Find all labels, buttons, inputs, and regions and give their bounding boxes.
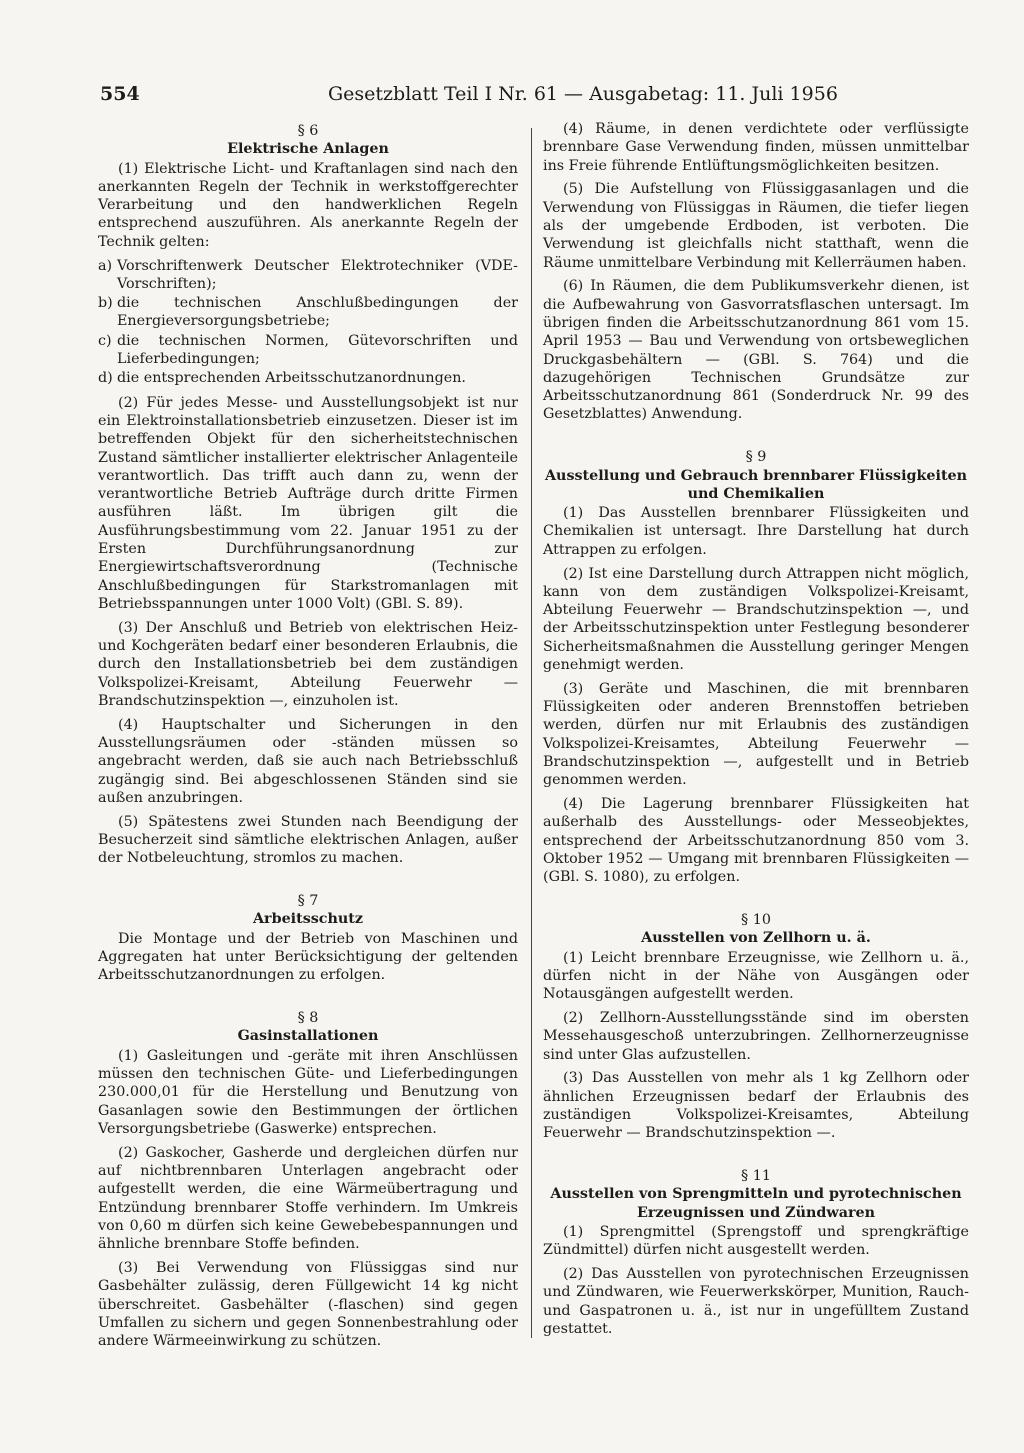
section-8-title: Gasinstallationen bbox=[237, 1028, 379, 1045]
section-9-paragraph-3: (3) Geräte und Maschinen, die mit brennbaren Flüssigkeiten oder anderen Brennstoffen betrieben werden, dürfen nur mit Erlaubnis des zuständigen Volkspolizei-Kreisamtes, Abteilung Feuerwehr — Brandschutzinspektion —, aufgestellt und in Betrieb genommen werden. bbox=[543, 680, 969, 789]
list-item-text: die technischen Normen, Gütevorschriften und Lieferbedingungen; bbox=[117, 332, 518, 368]
page-header bbox=[100, 83, 838, 109]
spacer bbox=[543, 429, 969, 446]
section-9-paragraph-4: (4) Die Lagerung brennbarer Flüssigkeiten hat außerhalb des Ausstellungs- oder Messeobjektes, entsprechend der Arbeitsschutzanordnung 850 vom 3. Oktober 1952 — Umgang mit brennbaren Flüssigkeiten — (GBl. S. 1080), zu erfolgen. bbox=[543, 796, 969, 886]
section-7-title: Arbeitsschutz bbox=[252, 911, 364, 928]
section-8-paragraph-6: (6) In Räumen, die dem Publikumsverkehr dienen, ist die Aufbewahrung von Gasvorratsflaschen untersagt. Im übrigen finden die Arbeitsschutzanordnung 861 vom 15. April 1953 — Bau und Verwendung von ortsbeweglichen Druckgasbehältern — (GBl. S. 764) und die dazugehörigen Technischen Grundsätze zur Arbeitsschutzanordnung 861 (Sonderdruck Nr. 99 des Gesetzblattes) Anwendung. bbox=[543, 278, 969, 423]
section-6-paragraph-4: (4) Hauptschalter und Sicherungen in den Ausstellungsräumen oder -ständen müssen so angebracht werden, daß sie auch nach Betriebsschluß zugängig sind. Bei abgeschlossenen Ständen sind sie außen anzubringen. bbox=[98, 716, 518, 806]
section-11-number: § 11 bbox=[741, 1168, 771, 1185]
section-11-paragraph-1: (1) Sprengmittel (Sprengstoff und sprengkräftige Zündmittel) dürfen nicht ausgestellt werden. bbox=[543, 1224, 969, 1259]
section-10-title: Ausstellen von Zellhorn u. ä. bbox=[641, 930, 871, 947]
section-10-paragraph-3: (3) Das Ausstellen von mehr als 1 kg Zellhorn oder ähnlichen Erzeugnissen bedarf der Erlaubnis des zuständigen Volkspolizei-Kreisamtes, Abteilung Feuerwehr — Brandschutzinspektion —. bbox=[543, 1070, 969, 1142]
section-8-paragraph-1: (1) Gasleitungen und -geräte mit ihren Anschlüssen müssen den technischen Güte- und Lieferbedingungen 230.000,01 für die Herstellung und Benutzung von Gasanlagen sowie den Bestimmungen der örtlichen Versorgungsbetriebe (Gaswerke) entsprechen. bbox=[98, 1047, 518, 1137]
section-8-number: § 8 bbox=[297, 1010, 319, 1027]
section-10-paragraph-2: (2) Zellhorn-Ausstellungsstände sind im obersten Messehausgeschoß unterzubringen. Zellhornerzeugnisse sind unter Glas aufzustellen. bbox=[543, 1010, 969, 1063]
left-column bbox=[98, 120, 518, 1356]
section-7-number: § 7 bbox=[297, 893, 319, 910]
section-11-title: Ausstellen von Sprengmitteln und pyrotechnischen Erzeugnissen und Zündwaren bbox=[550, 1186, 962, 1221]
section-6-paragraph-3: (3) Der Anschluß und Betrieb von elektrischen Heiz- und Kochgeräten bedarf einer besonderen Erlaubnis, die durch den Installationsbetrieb bei dem zuständigen Volkspolizei-Kreisamt, Abteilung Feuerwehr — Brandschutzinspektion —, einzuholen ist. bbox=[98, 619, 518, 709]
page-number: 554 bbox=[100, 83, 140, 105]
list-item bbox=[98, 369, 518, 387]
section-10-paragraph-1: (1) Leicht brennbare Erzeugnisse, wie Zellhorn u. ä., dürfen nicht in der Nähe von Ausgängen oder Notausgängen aufgestellt werden. bbox=[543, 949, 969, 1003]
spacer bbox=[543, 892, 969, 909]
spacer bbox=[98, 873, 518, 890]
section-6-paragraph-5: (5) Spätestens zwei Stunden nach Beendigung der Besucherzeit sind sämtliche elektrischen Anlagen, außer der Notbeleuchtung, stromlos zu machen. bbox=[98, 813, 518, 867]
section-9-title: Ausstellung und Gebrauch brennbarer Flüssigkeiten und Chemikalien bbox=[544, 467, 968, 502]
section-9-paragraph-2: (2) Ist eine Darstellung durch Attrappen nicht möglich, kann von dem zuständigen Volkspolizei-Kreisamt, Abteilung Feuerwehr — Brandschutzinspektion —, und der Arbeitsschutzinspektion unter Festlegung besonderer Sicherheitsmaßnahmen die Ausstellung geringer Mengen genehmigt werden. bbox=[543, 565, 969, 674]
section-7-paragraph-1: Die Montage und der Betrieb von Maschinen und Aggregaten hat unter Berücksichtigung der geltenden Arbeitsschutzanordnungen zu erfolgen. bbox=[98, 930, 518, 984]
section-6-paragraph-2: (2) Für jedes Messe- und Ausstellungsobjekt ist nur ein Elektroinstallationsbetrieb einzusetzen. Dieser ist im betreffenden Objekt für den sicherheitstechnischen Zustand sämtlicher installierter elektrischer Anlagenteile verantwortlich. Das trifft auch dann zu, wenn der verantwortliche Betrieb Aufträge durch dritte Firmen ausführen läßt. Im übrigen gilt die Ausführungsbestimmung vom 22. Januar 1951 zu der Ersten Durchführungsanordnung zur Energiewirtschaftsverordnung (Technische Anschlußbedingungen für Starkstromanlagen mit Betriebsspannungen unter 1000 Volt) (GBl. S. 89). bbox=[98, 394, 518, 612]
spacer bbox=[98, 990, 518, 1007]
section-8-paragraph-4: (4) Räume, in denen verdichtete oder verflüssigte brennbare Gase Verwendung finden, müssen unmittelbar ins Freie führende Entlüftungsmöglichkeiten besitzen. bbox=[543, 121, 969, 174]
list-item-label: a) bbox=[98, 257, 113, 274]
section-8-paragraph-3: (3) Bei Verwendung von Flüssiggas sind nur Gasbehälter zulässig, deren Füllgewicht 14 kg nicht überschreitet. Gasbehälter (-flaschen) sind gegen Umfallen zu sichern und gegen Sonnenbestrahlung oder andere Wärmeeinwirkung zu schützen. bbox=[98, 1259, 518, 1350]
list-item bbox=[98, 257, 518, 294]
section-8-paragraph-5: (5) Die Aufstellung von Flüssiggasanlagen und die Verwendung von Flüssiggas in Räumen, die tiefer liegen als der umgebende Erdboden, ist verboten. Die Verwendung ist gleichfalls nicht statthaft, wenn die Räume unmittelbare Verbindung mit Kellerräumen haben. bbox=[543, 181, 969, 271]
list-item-label: d) bbox=[98, 370, 113, 387]
section-6-list bbox=[98, 257, 518, 388]
list-item-text: die entsprechenden Arbeitsschutzanordnungen. bbox=[117, 370, 466, 387]
section-9-number: § 9 bbox=[745, 449, 767, 466]
section-9-paragraph-1: (1) Das Ausstellen brennbarer Flüssigkeiten und Chemikalien ist untersagt. Ihre Darstellung hat durch Attrappen zu erfolgen. bbox=[543, 505, 969, 558]
list-item-text: die technischen Anschlußbedingungen der Energieversorgungsbetriebe; bbox=[117, 295, 518, 330]
section-6-number: § 6 bbox=[297, 123, 319, 139]
list-item-text: Vorschriftenwerk Deutscher Elektrotechniker (VDE-Vorschriften); bbox=[117, 257, 518, 292]
spacer bbox=[543, 1148, 969, 1165]
section-11-paragraph-2: (2) Das Ausstellen von pyrotechnischen Erzeugnissen und Zündwaren, wie Feuerwerkskörper, Munition, Rauch- und Gaspatronen u. ä., ist nur in ungefülltem Zustand gestattet. bbox=[543, 1266, 969, 1338]
right-column bbox=[543, 120, 969, 1344]
section-6-title: Elektrische Anlagen bbox=[227, 141, 389, 158]
list-item bbox=[98, 332, 518, 369]
section-10-number: § 10 bbox=[741, 912, 771, 929]
list-item-label: c) bbox=[98, 332, 112, 349]
header-title: Gesetzblatt Teil I Nr. 61 — Ausgabetag: 11. Juli 1956 bbox=[328, 83, 838, 105]
list-item bbox=[98, 294, 518, 331]
list-item-label: b) bbox=[98, 295, 113, 312]
section-8-paragraph-2: (2) Gaskocher, Gasherde und dergleichen dürfen nur auf nichtbrennbaren Unterlagen angebracht oder aufgestellt werden, die eine Wärmeübertragung und Entzündung brennbarer Stoffe verhindern. Im Umkreis von 0,60 m dürfen sich keine Gewebebespannungen und ähnliche brennbare Stoffe befinden. bbox=[98, 1144, 518, 1253]
column-divider bbox=[531, 128, 532, 1338]
section-6-paragraph-1: (1) Elektrische Licht- und Kraftanlagen sind nach den anerkannten Regeln der Technik in werkstoffgerechter Verarbeitung und den handwerklichen Regeln entsprechend auszuführen. Als anerkannte Regeln der Technik gelten: bbox=[98, 160, 518, 250]
